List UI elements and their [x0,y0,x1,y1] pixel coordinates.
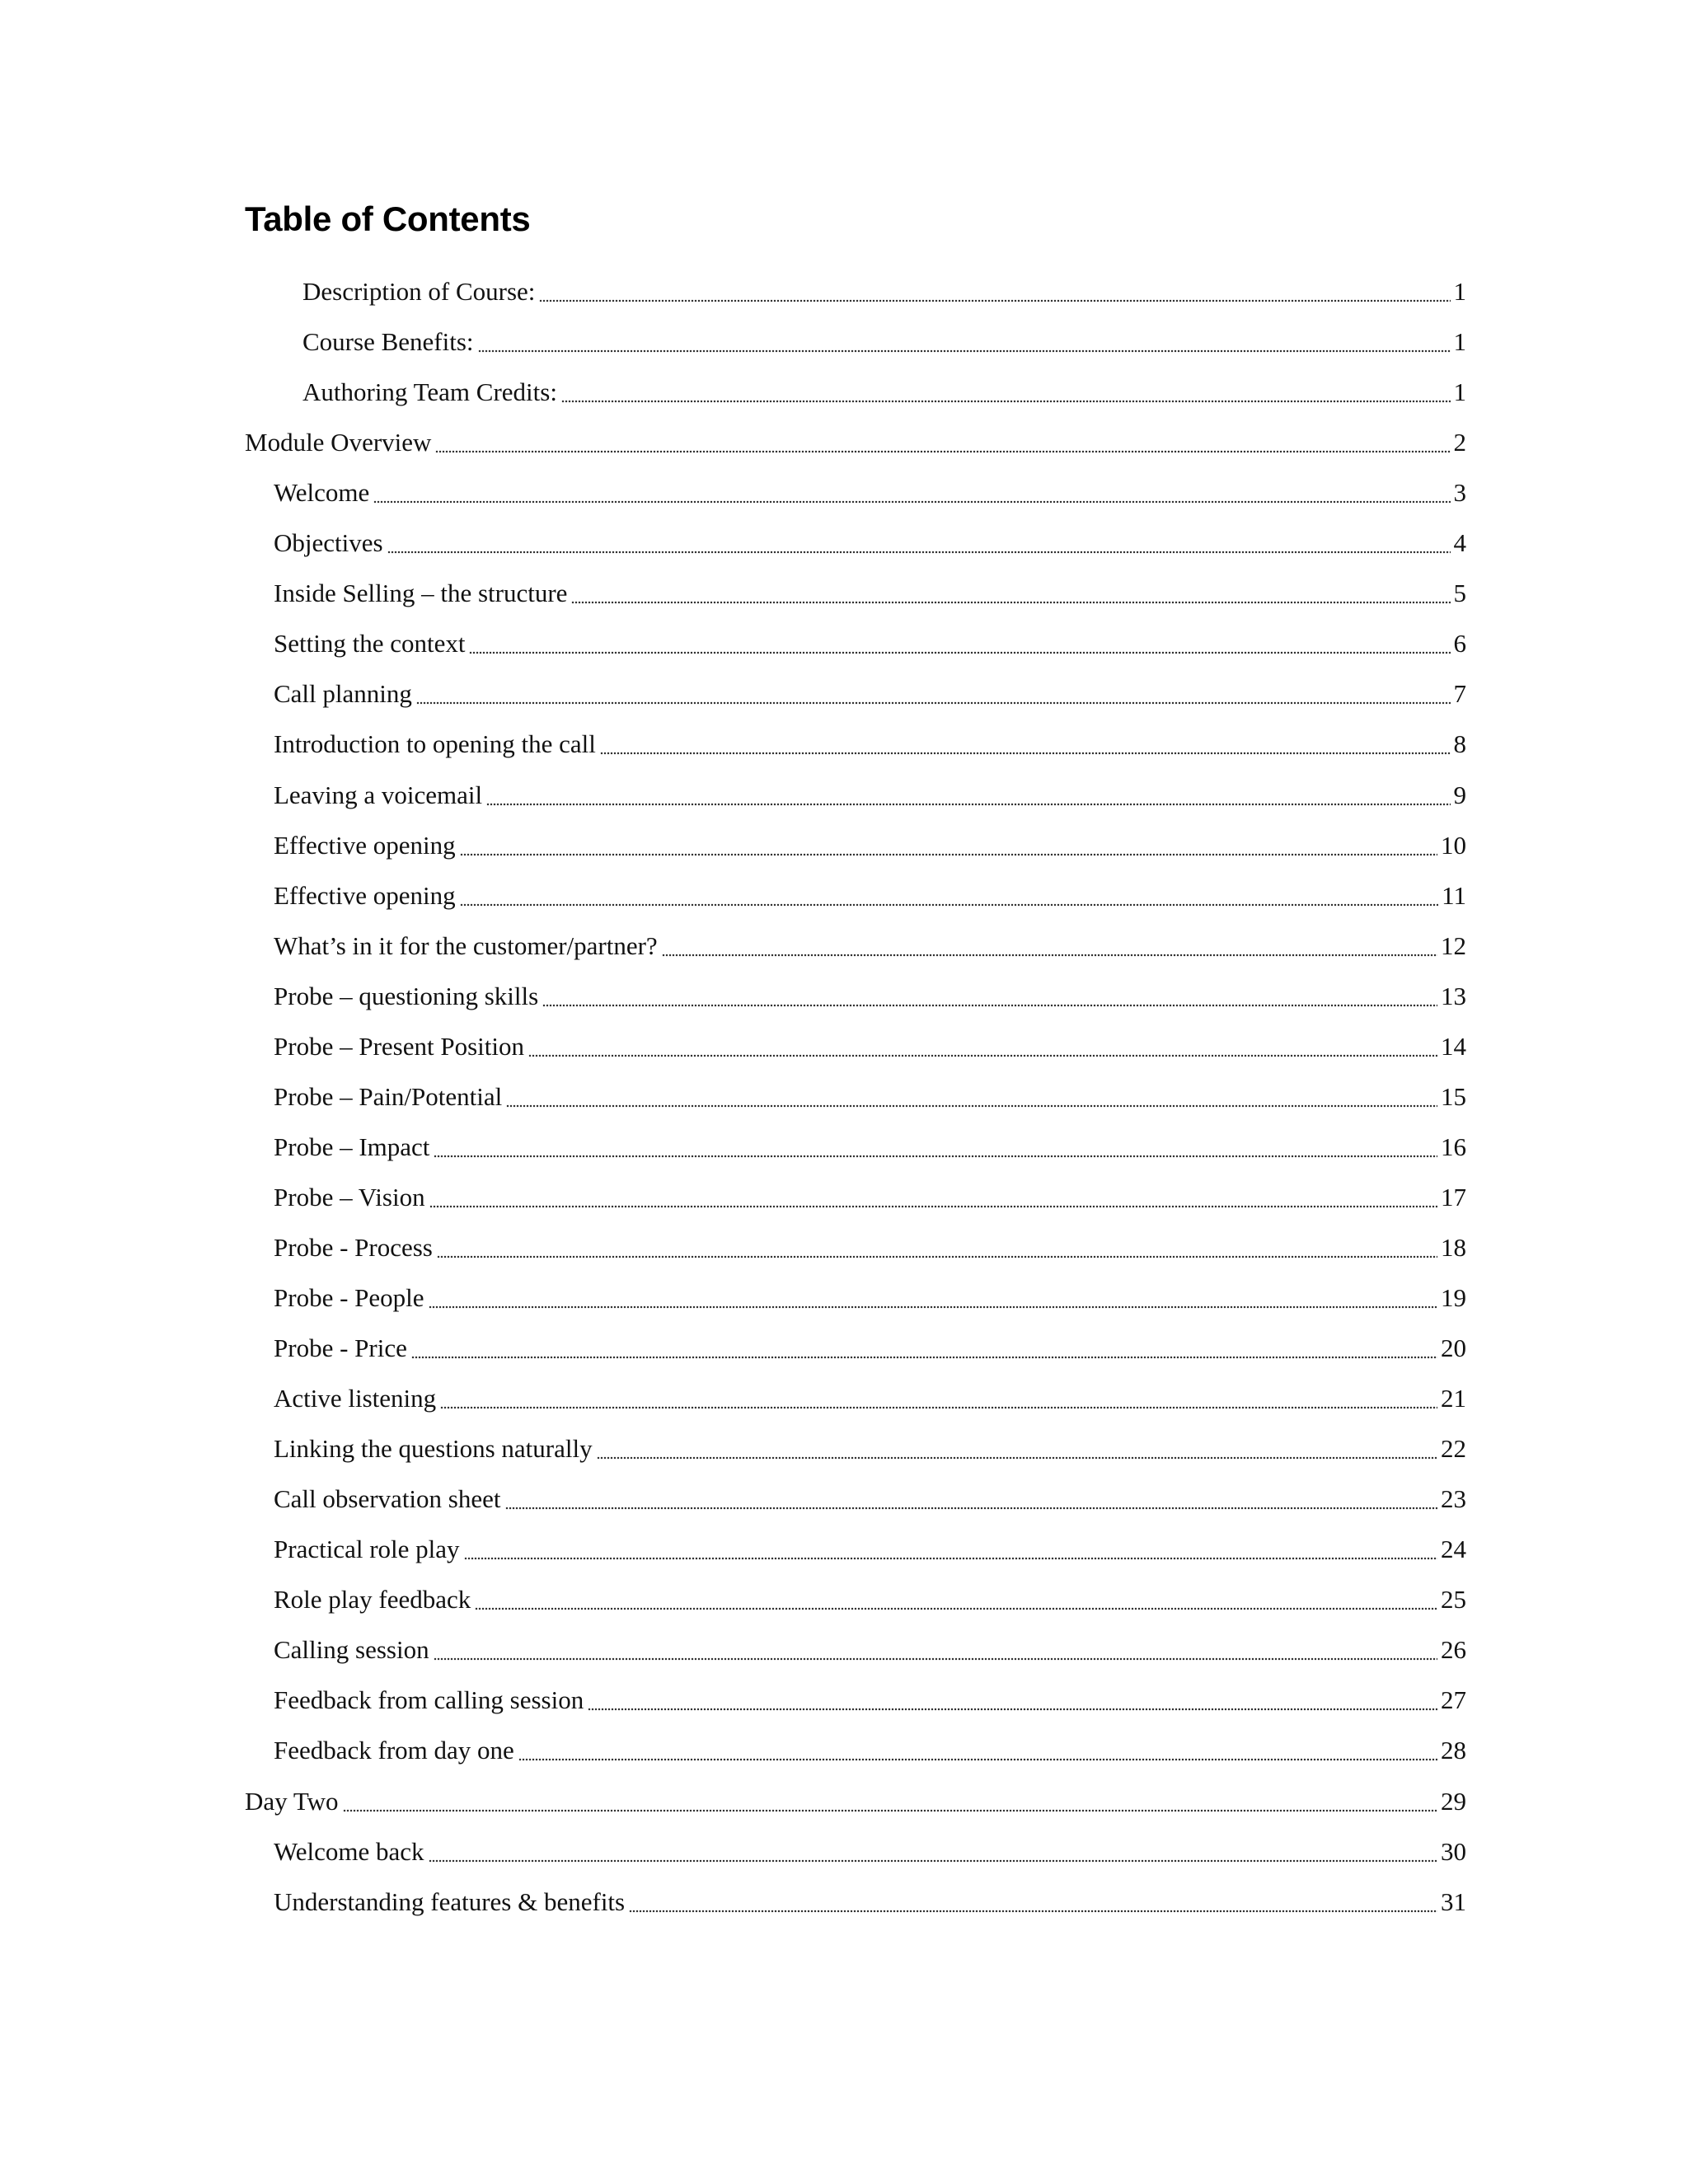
toc-entry-page-number: 1 [1453,377,1466,406]
toc-entry-page-number: 8 [1453,729,1466,758]
toc-entry-page-number: 11 [1442,881,1466,910]
toc-entry[interactable] [274,775,1466,816]
toc-entry-page-number: 30 [1441,1837,1466,1866]
toc-entry-page-number: 29 [1441,1787,1466,1816]
toc-entry-page-number: 4 [1453,528,1466,557]
dot-leader [429,1277,1437,1319]
dot-leader [437,1227,1437,1268]
toc-entry[interactable] [274,926,1466,967]
page-title: Table of Contents [245,199,531,238]
toc-entry-label: Probe – Vision [274,1183,425,1212]
toc-entry[interactable] [274,523,1466,564]
toc-entry-page-number: 5 [1453,579,1466,607]
toc-entry-label: Feedback from day one [274,1736,514,1765]
dot-leader [539,271,1450,312]
toc-entry-label: Effective opening [274,881,456,910]
toc-entry-label: What’s in it for the customer/partner? [274,931,658,960]
dot-leader [429,1831,1437,1872]
dot-leader [518,1730,1437,1771]
toc-entry-label: Role play feedback [274,1585,471,1614]
toc-entry-page-number: 27 [1441,1685,1466,1714]
dot-leader [486,775,1450,816]
toc-entry[interactable] [274,724,1466,765]
toc-entry[interactable] [274,1127,1466,1168]
toc-entry-label: Practical role play [274,1535,460,1563]
toc-entry-page-number: 24 [1441,1535,1466,1563]
dot-leader [662,926,1437,967]
dot-leader [416,673,1451,715]
toc-entry-page-number: 26 [1441,1635,1466,1664]
toc-entry-label: Probe - People [274,1283,424,1312]
dot-leader [464,1529,1437,1570]
toc-entry-page-number: 31 [1441,1887,1466,1916]
dot-leader [343,1781,1438,1822]
toc-entry-label: Understanding features & benefits [274,1887,626,1916]
dot-leader [561,372,1451,413]
dot-leader [429,1177,1437,1218]
toc-entry-page-number: 10 [1441,831,1466,860]
toc-entry-page-number: 1 [1453,327,1466,356]
toc-entry[interactable] [274,472,1466,513]
toc-entry[interactable] [274,825,1466,866]
toc-entry[interactable] [274,1529,1466,1570]
toc-entry-label: Calling session [274,1635,429,1664]
toc-entry-label: Authoring Team Credits: [302,377,557,406]
toc-entry[interactable] [274,623,1466,664]
toc-entry-label: Description of Course: [302,277,536,306]
toc-entry[interactable] [274,1227,1466,1268]
dot-leader [505,1479,1438,1520]
toc-entry[interactable] [274,1428,1466,1469]
toc-entry-label: Probe – Present Position [274,1032,524,1061]
dot-leader [440,1378,1437,1419]
dot-leader [373,472,1450,513]
toc-entry-label: Probe – Pain/Potential [274,1082,503,1111]
dot-leader [588,1680,1437,1721]
dot-leader [600,724,1451,765]
toc-entry[interactable] [274,573,1466,614]
toc-entry[interactable] [302,271,1466,312]
toc-entry[interactable] [274,1328,1466,1369]
toc-entry-label: Day Two [245,1787,339,1816]
toc-entry-label: Active listening [274,1384,437,1413]
toc-entry-page-number: 20 [1441,1333,1466,1362]
dot-leader [542,976,1437,1017]
toc-entry-page-number: 16 [1441,1132,1466,1161]
toc-entry[interactable] [274,1629,1466,1671]
toc-entry-label: Welcome back [274,1837,424,1866]
toc-entry-page-number: 1 [1453,277,1466,306]
dot-leader [629,1882,1437,1923]
toc-entry[interactable] [274,1177,1466,1218]
dot-leader [460,875,1438,916]
toc-entry-page-number: 3 [1453,478,1466,507]
toc-entry[interactable] [274,1882,1466,1923]
toc-entry-page-number: 17 [1441,1183,1466,1212]
toc-entry-label: Course Benefits: [302,327,474,356]
toc-entry-label: Leaving a voicemail [274,780,483,809]
toc-entry-page-number: 22 [1441,1434,1466,1463]
toc-entry[interactable] [302,321,1466,363]
toc-entry[interactable] [274,1277,1466,1319]
toc-entry-page-number: 2 [1453,428,1466,457]
toc-entry[interactable] [245,1781,1466,1822]
toc-entry[interactable] [274,976,1466,1017]
toc-entry-page-number: 13 [1441,982,1466,1010]
toc-entry-page-number: 12 [1441,931,1466,960]
toc-entry[interactable] [274,1378,1466,1419]
toc-entry[interactable] [274,1831,1466,1872]
toc-entry-page-number: 9 [1453,780,1466,809]
dot-leader [460,825,1437,866]
dot-leader [387,523,1451,564]
toc-entry-page-number: 21 [1441,1384,1466,1413]
dot-leader [475,1579,1437,1620]
toc-entry-label: Introduction to opening the call [274,729,596,758]
toc-entry[interactable] [274,1076,1466,1118]
dot-leader [411,1328,1437,1369]
toc-entry-label: Setting the context [274,629,466,658]
toc-entry-page-number: 23 [1441,1484,1466,1513]
toc-entry-label: Call planning [274,679,412,708]
toc-entry[interactable] [274,1730,1466,1771]
toc-entry-label: Probe – Impact [274,1132,430,1161]
toc-entry[interactable] [274,1026,1466,1067]
dot-leader [434,1629,1437,1671]
toc-entry-label: Effective opening [274,831,456,860]
dot-leader [435,422,1450,463]
toc-entry-page-number: 25 [1441,1585,1466,1614]
dot-leader [434,1127,1437,1168]
toc-entry-page-number: 7 [1453,679,1466,708]
toc-entry[interactable] [274,1579,1466,1620]
toc-entry-label: Call observation sheet [274,1484,501,1513]
toc-entry-page-number: 6 [1453,629,1466,658]
toc-entry[interactable] [302,372,1466,413]
toc-entry-page-number: 15 [1441,1082,1466,1111]
dot-leader [597,1428,1437,1469]
dot-leader [478,321,1451,363]
toc-entry-label: Feedback from calling session [274,1685,584,1714]
dot-leader [506,1076,1437,1118]
toc-entry[interactable] [274,1680,1466,1721]
toc-entry-page-number: 28 [1441,1736,1466,1765]
toc-entry-label: Welcome [274,478,370,507]
dot-leader [571,573,1450,614]
toc-entry-label: Objectives [274,528,383,557]
toc-entry-label: Linking the questions naturally [274,1434,593,1463]
toc-entry-page-number: 18 [1441,1233,1466,1262]
toc-entry-label: Probe - Price [274,1333,407,1362]
toc-entry[interactable] [274,875,1466,916]
toc-entry-label: Inside Selling – the structure [274,579,568,607]
toc-entry[interactable] [274,1479,1466,1520]
dot-leader [469,623,1450,664]
toc-entry-page-number: 14 [1441,1032,1466,1061]
toc-entry-label: Module Overview [245,428,432,457]
toc-entry-label: Probe - Process [274,1233,433,1262]
toc-entry[interactable] [245,422,1466,463]
toc-entry[interactable] [274,673,1466,715]
toc-entry-page-number: 19 [1441,1283,1466,1312]
toc-entry-label: Probe – questioning skills [274,982,539,1010]
dot-leader [528,1026,1437,1067]
